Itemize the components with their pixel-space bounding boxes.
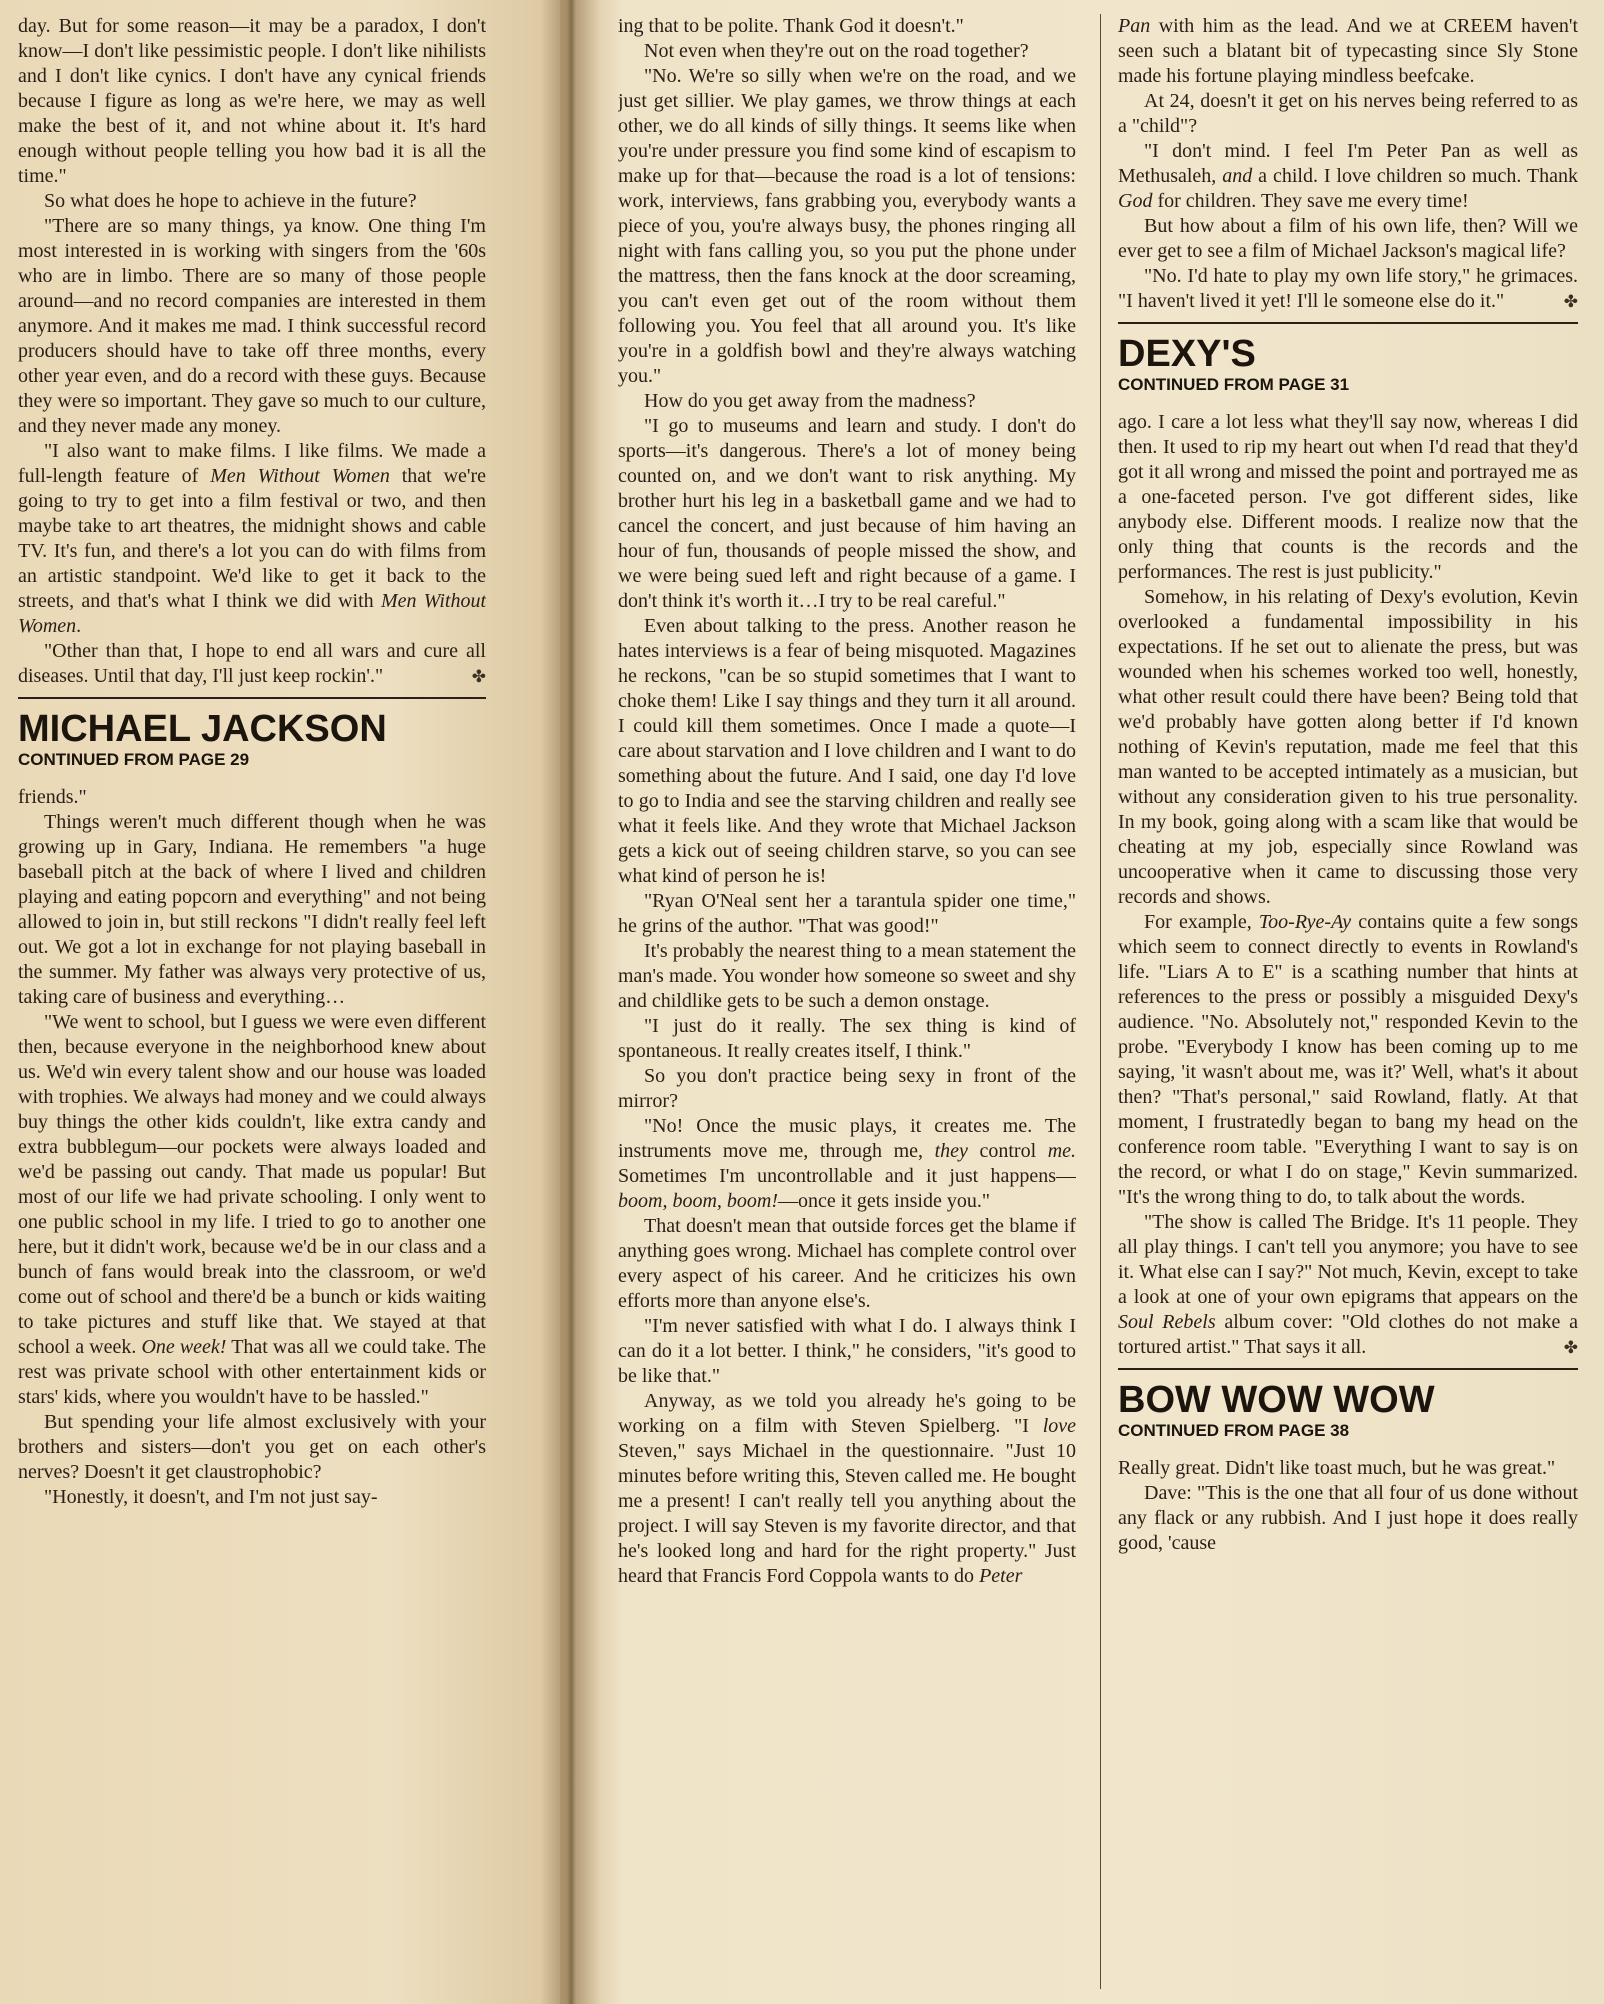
section-divider bbox=[18, 697, 486, 699]
paragraph: At 24, doesn't it get on his nerves being referred to as a "child"? bbox=[1118, 90, 1578, 137]
paragraph: Anyway, as we told you already he's going to be working on a film with Steven Spielberg. "I love Steven," says Michael in the questionnaire. "Just 10 minutes before writing this, Steven called me. He bought me a present! I can't really tell you anything about the project. I will say Steven is my favorite director, and that he's looked long and hard for the right property." Just heard that Francis Ford Coppola wants to do Peter bbox=[618, 1390, 1076, 1587]
paragraph: ago. I care a lot less what they'll say now, whereas I did then. It used to rip my heart out when I'd read that they'd got it all wrong and missed the point and portrayed me as a one-faceted person. I've got different sides, like anybody else. Different moods. I realize now that the only thing that counts is the records and the performances. The rest is just publicity." bbox=[1118, 411, 1578, 583]
paragraph: Somehow, in his relating of Dexy's evolution, Kevin overlooked a fundamental impossibility in his expectations. If he set out to alienate the press, but was wounded when his schemes worked too well, honestly, what other result could there have been? Being told that we'd probably have gotten along better if I'd known nothing of Kevin's reputation, made me feel that this man wanted to be accepted intimately as a musician, but without any consideration given to his true personality. In my book, going along with a scam like that would be cheating at my job, especially since Rowland was uncooperative when it came to discussing those very records and shows. bbox=[1118, 586, 1578, 908]
section-title: MICHAEL JACKSON bbox=[18, 708, 387, 750]
paragraph: "I'm never satisfied with what I do. I always think I can do it a lot better. I think," he considers, "it's good to be like that." bbox=[618, 1315, 1076, 1387]
section-divider bbox=[1118, 1368, 1578, 1370]
film-title: Men Without Women bbox=[18, 590, 486, 637]
end-mark-icon: ✤ bbox=[1563, 292, 1578, 311]
column-rule bbox=[1100, 14, 1101, 1989]
paragraph: For example, Too-Rye-Ay contains quite a few songs which seem to connect directly to events in Rowland's life. "Liars A to E" is a scathing number that hints at references to the press or possibly a misguided Dexy's audience. "No. Absolutely not," responded Kevin to the probe. "Everybody I know has been coming up to me saying, 'it wasn't about me, was it?' Well, what's it about then? "That's personal," said Rowland, flatly. At that moment, I frustratedly began to bang my head on the conference room table. "Everything I want to say is on the record, or what I do on stage," Kevin summarized. "It's the wrong thing to do, to talk about the words. bbox=[1118, 911, 1578, 1208]
paragraph: "I also want to make films. I like films. We made a full-length feature of Men Without Women that we're going to try to get into a film festival or two, and then maybe take to art theatres, the midnight shows and cable TV. It's fun, and there's a lot you can do with films from an artistic standpoint. We'd like to get it back to the streets, and that's what I think we did with Men Without Women. bbox=[18, 440, 486, 637]
section-subtitle: CONTINUED FROM PAGE 31 bbox=[1118, 375, 1350, 394]
paragraph: friends." bbox=[18, 786, 87, 808]
paragraph: "I go to museums and learn and study. I don't do sports—it's dangerous. There's a lot of money being counted on, and we don't want to risk anything. My brother hurt his leg in a basketball game and we had to cancel the concert, and just because of him having an hour of fun, thousands of people missed the show, and we were being sued left and right because of a game. I don't think it's worth it…I try to be real careful." bbox=[618, 415, 1076, 612]
paragraph: "No. We're so silly when we're on the road, and we just get sillier. We play games, we throw things at each other, we do all kinds of silly things. It seems like when you're under pressure you find some kind of escapism to make up for that—because the road is a lot of tensions: work, interviews, fans grabbing you, everybody wants a piece of you, you're always busy, the phones ringing all night with fans calling you, so you put the phone under the mattress, then the fans knock at the door screaming, you can't even get out of the room without them following you. You feel that all around you. It's like you're in a goldfish bowl and they're always watching you." bbox=[618, 65, 1076, 387]
paragraph: Not even when they're out on the road together? bbox=[644, 40, 1029, 62]
paragraph: That doesn't mean that outside forces get the blame if anything goes wrong. Michael has complete control over every aspect of his career. And he criticizes his own efforts more than anyone else's. bbox=[618, 1215, 1076, 1312]
paragraph: day. But for some reason—it may be a paradox, I don't know—I don't like pessimistic people. I don't like nihilists and I don't like cynics. I don't have any cynical friends because I figure as long as we're here, we may as well make the best of it, and not whine about it. It's hard enough without people telling you how bad it is all the time." bbox=[18, 15, 486, 187]
section-divider bbox=[1118, 322, 1578, 324]
section-subtitle: CONTINUED FROM PAGE 29 bbox=[18, 750, 250, 769]
end-mark-icon: ✤ bbox=[1563, 1338, 1578, 1357]
paragraph: "I don't mind. I feel I'm Peter Pan as well as Methusaleh, and a child. I love children so much. Thank God for children. They save me every time! bbox=[1118, 140, 1578, 212]
paragraph: "There are so many things, ya know. One thing I'm most interested in is working with singers from the '60s who are in limbo. There are so many of those people around—and no record companies are interested in them anymore. And it makes me mad. I think successful record producers should have to take off three months, every other year even, and do a record with these guys. Because they were so important. They gave so much to our culture, and they never made any money. bbox=[18, 215, 486, 437]
paragraph: It's probably the nearest thing to a mean statement the man's made. You wonder how someone so sweet and shy and childlike gets to be such a demon onstage. bbox=[618, 940, 1076, 1012]
paragraph: Even about talking to the press. Another reason he hates interviews is a fear of being misquoted. Magazines he reckons, "can be so stupid sometimes that I want to choke them! Like I say things and they turn it all around. I could kill them sometimes. Once I made a quote—I care about starvation and I love children and I want to do something about the future. And I said, one day I'd love to go to India and see the starving children and really see what it feels like. And they wrote that Michael Jackson gets a kick out of seeing children starve, so you can see what kind of person he is! bbox=[618, 615, 1076, 887]
paragraph: "I just do it really. The sex thing is kind of spontaneous. It really creates itself, I think." bbox=[618, 1015, 1076, 1062]
paragraph: "Other than that, I hope to end all wars and cure all diseases. Until that day, I'll just keep rockin'." ✤ bbox=[18, 640, 486, 687]
paragraph: ing that to be polite. Thank God it doesn't." bbox=[618, 15, 964, 37]
section-title: DEXY'S bbox=[1118, 333, 1256, 375]
paragraph: So what does he hope to achieve in the future? bbox=[44, 190, 417, 212]
paragraph: "The show is called The Bridge. It's 11 people. They all play things. I can't tell you anymore; you have to see it. What else can I say?" Not much, Kevin, except to take a look at one of your own epigrams that appears on the Soul Rebels album cover: "Old clothes do not make a tortured artist." That says it all. ✤ bbox=[1118, 1211, 1578, 1358]
end-mark-icon: ✤ bbox=[471, 667, 486, 686]
paragraph: How do you get away from the madness? bbox=[644, 390, 976, 412]
section-subtitle: CONTINUED FROM PAGE 38 bbox=[1118, 1421, 1350, 1440]
paragraph: But spending your life almost exclusively with your brothers and sisters—don't you get on each other's nerves? Doesn't it get claustrophobic? bbox=[18, 1411, 486, 1483]
paragraph: "Ryan O'Neal sent her a tarantula spider one time," he grins of the author. "That was good!" bbox=[618, 890, 1076, 937]
paragraph: But how about a film of his own life, then? Will we ever get to see a film of Michael Jackson's magical life? bbox=[1118, 215, 1578, 262]
paragraph: Dave: "This is the one that all four of us done without any flack or any rubbish. And I just hope it does really good, 'cause bbox=[1118, 1482, 1578, 1554]
column-1 bbox=[18, 14, 486, 1999]
paragraph: Things weren't much different though when he was growing up in Gary, Indiana. He remembers "a huge baseball pitch at the back of where I lived and children playing and eating popcorn and everything" and not being allowed to join in, but still reckons "I didn't really feel left out. We got a lot in exchange for not playing baseball in the summer. My father was always very protective of us, taking care of business and everything… bbox=[18, 811, 486, 1008]
paragraph: So you don't practice being sexy in front of the mirror? bbox=[618, 1065, 1076, 1112]
paragraph: Pan with him as the lead. And we at CREEM haven't seen such a blatant bit of typecasting since Sly Stone made his fortune playing mindless beefcake. bbox=[1118, 15, 1578, 87]
paragraph: "We went to school, but I guess we were even different then, because everyone in the neighborhood knew about us. We'd win every talent show and our house was loaded with trophies. We always had money and we could always buy things the other kids couldn't, like extra candy and extra bubblegum—our pockets were always loaded and we'd be passing out candy. That made us popular! But most of our life we had private schooling. I only went to one public school in my life. I tried to go to another one here, but it didn't work, because we'd be in our class and a bunch of fans would break into the classroom, or we'd come out of school and there'd be a bunch or kids waiting to take pictures and stuff like that. We stayed at that school a week. One week! That was all we could take. The rest was private school with other entertainment kids or stars' kids, where you wouldn't have to be hassled." bbox=[18, 1011, 486, 1408]
paragraph: Really great. Didn't like toast much, but he was great." bbox=[1118, 1457, 1556, 1479]
column-2 bbox=[618, 14, 1076, 1999]
column-3 bbox=[1118, 14, 1578, 1999]
paragraph: "Honestly, it doesn't, and I'm not just say- bbox=[44, 1486, 378, 1508]
paragraph: "No! Once the music plays, it creates me. The instruments move me, through me, they control me. Sometimes I'm uncontrollable and it just happens—boom, boom, boom!—once it gets inside you." bbox=[618, 1115, 1076, 1212]
paragraph: "No. I'd hate to play my own life story," he grimaces. "I haven't lived it yet! I'll le someone else do it." ✤ bbox=[1118, 265, 1578, 312]
section-title: BOW WOW WOW bbox=[1118, 1379, 1435, 1421]
film-title: Men Without Women bbox=[210, 465, 390, 487]
